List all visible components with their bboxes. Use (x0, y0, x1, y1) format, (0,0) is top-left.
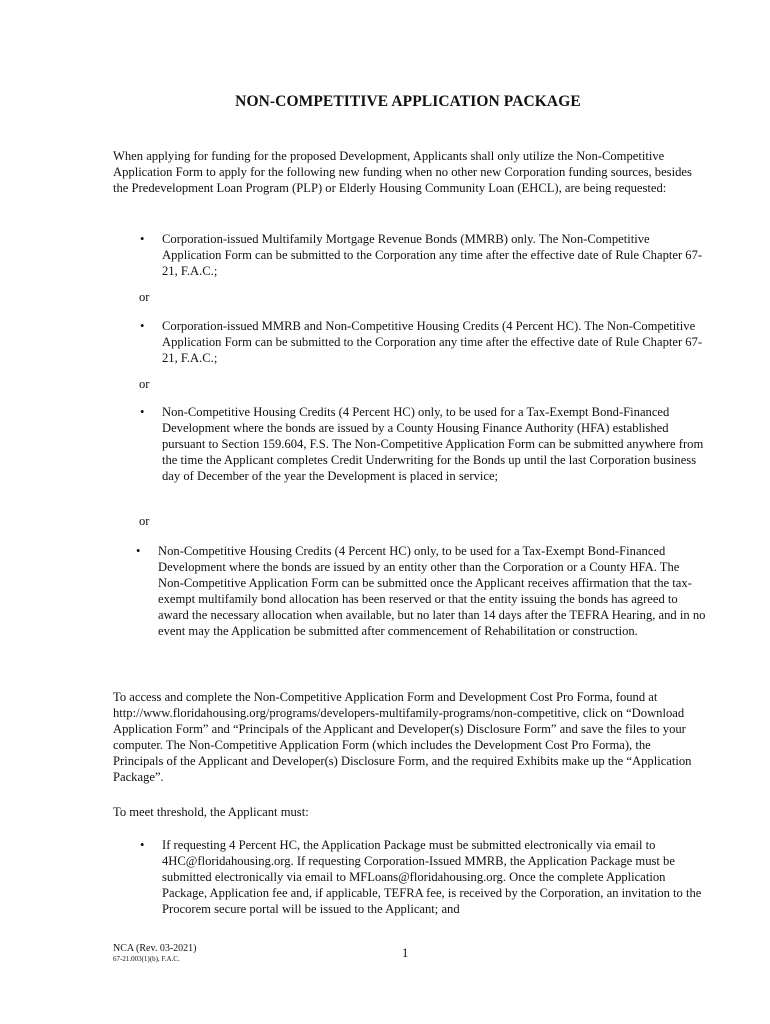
bullet-icon: • (140, 838, 145, 852)
bullet-text: Non-Competitive Housing Credits (4 Percent HC) only, to be used for a Tax-Exempt Bond-Financed Development where the bonds are issued by an entity other than the Corporation or a County HFA. The Non-Competitive Application Form can be submitted once the Applicant receives affirmation that the tax-exempt multifamily bond allocation has been reserved or that the entity issuing the bonds has agreed to award the necessary allocation when available, but no later than 14 days after the TEFRA Hearing, and in no event may the Application be submitted after commencement of Rehabilitation or construction. (158, 544, 706, 638)
footer-form-id (113, 943, 197, 964)
bullet-text: Corporation-issued Multifamily Mortgage Revenue Bonds (MMRB) only. The Non-Competitive Application Form can be submitted to the Corporation any time after the effective date of Rule Chapter 67-21, F.A.C.; (162, 232, 703, 278)
bullet-icon: • (140, 319, 145, 333)
threshold-intro: To meet threshold, the Applicant must: (113, 805, 309, 819)
or-separator: or (139, 290, 150, 304)
bullet-icon: • (140, 405, 145, 419)
intro-paragraph: When applying for funding for the proposed Development, Applicants shall only utilize the Non-Competitive Application Form to apply for the following new funding when no other new Corporation funding sources, besides the Predevelopment Loan Program (PLP) or Elderly Housing Community Loan (EHCL), are being requested: (113, 149, 692, 195)
bullet-text: Non-Competitive Housing Credits (4 Percent HC) only, to be used for a Tax-Exempt Bond-Financed Development where the bonds are issued by a County Housing Finance Authority (HFA) established pursuant to Section 159.604, F.S. The Non-Competitive Application Form can be submitted anywhere from the time the Applicant completes Credit Underwriting for the Bonds up until the last Corporation business day of December of the year the Development is placed in service; (162, 405, 704, 483)
bullet-icon: • (140, 232, 145, 246)
access-paragraph: To access and complete the Non-Competitive Application Form and Development Cost Pro Forma, found at http://www.floridahousing.org/programs/developers-multifamily-programs/non-competitive, click on “Download Application Form” and “Principals of the Applicant and Developer(s) Disclosure Form” and save the files to your computer. The Non-Competitive Application Form (which includes the Development Cost Pro Forma), the Principals of the Applicant and Developer(s) Disclosure Form, and the required Exhibits make up the “Application Package”. (113, 690, 692, 784)
page-number: 1 (402, 946, 409, 960)
or-separator: or (139, 514, 150, 528)
form-revision: NCA (Rev. 03-2021) (113, 943, 197, 954)
or-separator: or (139, 377, 150, 391)
bullet-icon: • (136, 544, 141, 558)
document-title: NON-COMPETITIVE APPLICATION PACKAGE (235, 93, 581, 110)
rule-reference: 67-21.003(1)(b), F.A.C. (113, 955, 180, 963)
bullet-text: Corporation-issued MMRB and Non-Competitive Housing Credits (4 Percent HC). The Non-Competitive Application Form can be submitted to the Corporation any time after the effective date of Rule Chapter 67-21, F.A.C.; (162, 319, 703, 365)
bullet-text: If requesting 4 Percent HC, the Application Package must be submitted electronically via email to 4HC@floridahousing.org. If requesting Corporation-Issued MMRB, the Application Package must be submitted electronically via email to MFLoans@floridahousing.org. Once the complete Application Package, Application fee and, if applicable, TEFRA fee, is received by the Corporation, an invitation to the Procorem secure portal will be issued to the Applicant; and (162, 838, 702, 916)
